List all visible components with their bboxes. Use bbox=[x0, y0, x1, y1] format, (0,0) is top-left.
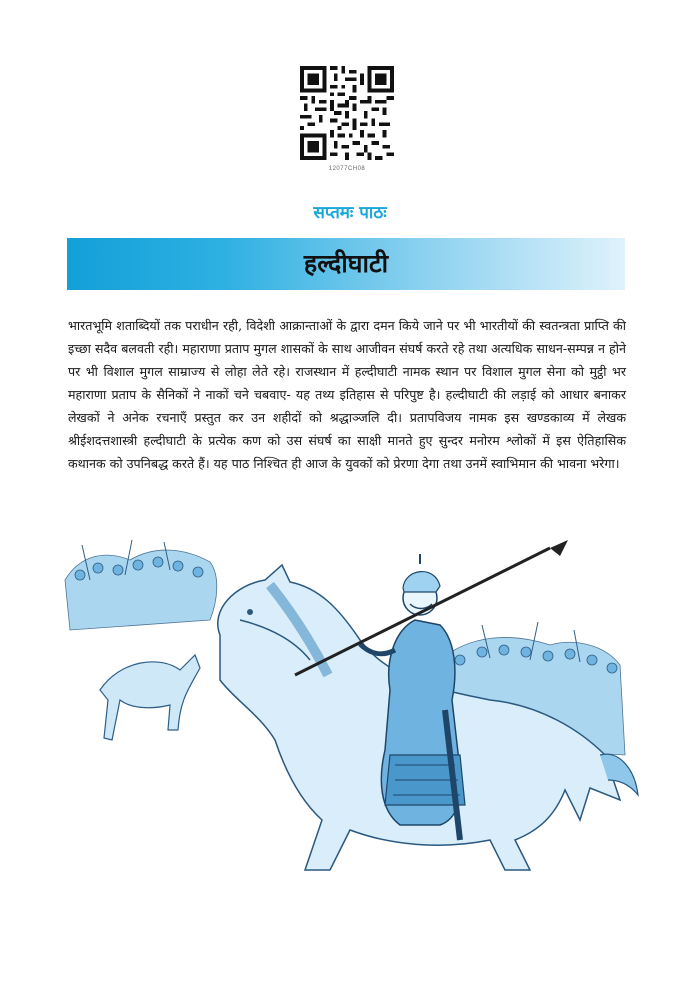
qr-code-block bbox=[297, 66, 397, 172]
page-title: हल्दीघाटी bbox=[303, 249, 389, 278]
lesson-number: सप्तमः पाठः bbox=[313, 203, 387, 223]
qr-code-icon bbox=[300, 66, 394, 160]
warrior-on-horse-illustration bbox=[60, 540, 640, 880]
title-band bbox=[67, 238, 625, 290]
qr-code-label: 12077CH08 bbox=[328, 166, 366, 172]
small-horse bbox=[100, 655, 200, 740]
intro-paragraph: भारतभूमि शताब्दियों तक पराधीन रही, विदेशी आक्रान्ताओं के द्वारा दमन किये जाने पर भी भारतीयों की स्वतन्त्रता प्राप्ति की इच्छा सदैव बलवती रही। महाराणा प्रताप मुगल शासकों के साथ आजीवन संघर्ष करते रहे तथा अत्यधिक साधन-सम्पन्न न होने पर भी विशाल मुगल साम्राज्य से लोहा लेते रहे। राजस्थान में हल्दीघाटी नामक स्थान पर विशाल मुगल सेना को मुट्ठी भर महाराणा प्रताप के सैनिकों ने नाकों चने चबवाए- यह तथ्य इतिहास से परिपुष्ट है। हल्दीघाटी की लड़ाई को आधार बनाकर लेखकों ने अनेक रचनाएँ प्रस्तुत कर उन शहीदों को श्रद्धाञ्जलि दी। प्रतापविजय नामक इस खण्डकाव्य में लेखक श्रीईशदत्तशास्त्री हल्दीघाटी के प्रत्येक कण को उस संघर्ष का साक्षी मानते हुए सुन्दर मनोरम श्लोकों में इस ऐतिहासिक कथानक को उपनिबद्ध करते हैं। यह पाठ निश्चित ही आज के युवकों को प्रेरणा देगा तथा उनमें स्वाभिमान की भावना भरेगा। bbox=[68, 318, 626, 471]
